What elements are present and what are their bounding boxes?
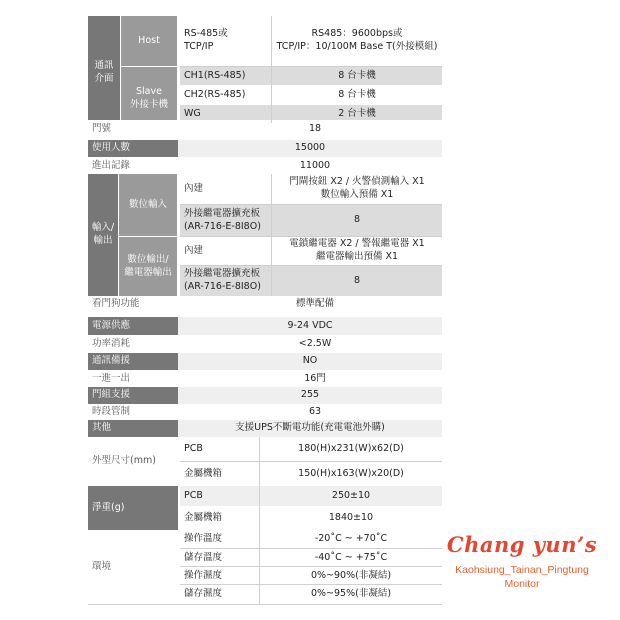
watermark-line2: Monitor xyxy=(504,578,540,590)
users-label: 使用人數 xyxy=(88,140,178,157)
wt-pcb-value: 250±10 xyxy=(260,486,442,506)
users-value: 15000 xyxy=(178,140,442,157)
other-label: 其他 xyxy=(88,420,178,437)
env-st-temp-value: -40˚C ~ +75˚C xyxy=(260,549,442,567)
environment-label: 環境 xyxy=(88,530,178,605)
comm-ch1-name: CH1(RS-485) xyxy=(180,67,272,85)
doors-label: 門號 xyxy=(88,120,188,138)
io-in-builtin-label: 內建 xyxy=(180,174,272,204)
comm-host-spec: RS485：9600bps或 TCP/IP：10/100M Base T(外接模組) xyxy=(272,16,442,66)
other-value: 支援UPS不斷電功能(充電電池外購) xyxy=(178,420,442,437)
io-label: 輸入/ 輸出 xyxy=(88,174,118,296)
io-out-ext-label: 外接繼電器擴充板 (AR-716-E-8I8O) xyxy=(180,266,272,296)
divider xyxy=(180,584,442,585)
env-op-hum-name: 操作濕度 xyxy=(180,567,260,585)
divider xyxy=(271,16,272,123)
dimensions-label: 外型尺寸(mm) xyxy=(88,437,178,485)
divider xyxy=(180,204,442,205)
time-zone-value: 63 xyxy=(188,404,442,420)
comm-host-label: Host xyxy=(121,16,177,66)
dim-case-value: 150(H)x163(W)x20(D) xyxy=(260,462,442,486)
io-in-ext-value: 8 xyxy=(272,205,442,236)
divider xyxy=(180,265,442,266)
comm-wg-value: 2 台卡機 xyxy=(272,105,442,123)
io-out-builtin-value: 電鎖繼電器 X2 / 警報繼電器 X1 繼電器輸出預備 X1 xyxy=(272,237,442,265)
watermark-line1: Kaohsiung_Tainan_Pingtung xyxy=(455,564,589,576)
divider xyxy=(180,66,442,67)
weight-label: 淨重(g) xyxy=(88,486,178,530)
door-group-label: 門組支援 xyxy=(88,387,178,404)
one-in-out-label: 一進一出 xyxy=(88,371,188,388)
records-label: 進出記錄 xyxy=(88,158,188,174)
consumption-label: 功率消耗 xyxy=(88,336,188,353)
watchdog-label: 看門狗功能 xyxy=(88,296,188,313)
comm-backup-value: NO xyxy=(178,353,442,370)
watermark-brand: Chang yun’s xyxy=(446,532,598,557)
io-in-builtin-value: 門閘按鈕 X2 / 火警偵測輸入 X1 數位輸入預備 X1 xyxy=(272,174,442,204)
dim-pcb-value: 180(H)x231(W)x62(D) xyxy=(260,437,442,461)
env-op-temp-name: 操作溫度 xyxy=(180,530,260,549)
records-value: 11000 xyxy=(188,158,442,174)
comm-wg-name: WG xyxy=(180,105,272,123)
io-in-ext-label: 外接繼電器擴充板 (AR-716-E-8I8O) xyxy=(180,205,272,236)
divider xyxy=(180,461,442,462)
wt-case-name: 金屬機箱 xyxy=(180,507,260,530)
wt-pcb-name: PCB xyxy=(180,486,260,506)
env-st-temp-name: 儲存溫度 xyxy=(180,549,260,567)
comm-host-type: RS-485或 TCP/IP xyxy=(180,16,272,66)
comm-slave-label: Slave 外接卡機 xyxy=(121,67,177,130)
divider xyxy=(271,174,272,296)
dim-pcb-name: PCB xyxy=(180,437,260,461)
watermark xyxy=(432,532,612,604)
wt-case-value: 1840±10 xyxy=(260,507,442,530)
divider xyxy=(180,236,442,237)
io-out-builtin-label: 內建 xyxy=(180,237,272,265)
time-zone-label: 時段管制 xyxy=(88,404,188,420)
io-digital-in-label: 數位輸入 xyxy=(119,174,177,236)
power-label: 電源供應 xyxy=(88,317,178,335)
consumption-value: <2.5W xyxy=(188,336,442,353)
env-st-hum-name: 儲存濕度 xyxy=(180,585,260,604)
comm-label: 通訊 介面 xyxy=(88,16,120,130)
door-group-value: 255 xyxy=(178,387,442,404)
divider xyxy=(259,437,260,604)
power-value: 9-24 VDC xyxy=(178,317,442,335)
comm-ch2-name: CH2(RS-485) xyxy=(180,86,272,104)
one-in-out-value: 16門 xyxy=(188,371,442,388)
io-out-ext-value: 8 xyxy=(272,266,442,296)
doors-value: 18 xyxy=(188,120,442,138)
env-op-temp-value: -20˚C ~ +70˚C xyxy=(260,530,442,549)
comm-backup-label: 通訊備援 xyxy=(88,353,178,370)
comm-ch1-value: 8 台卡機 xyxy=(272,67,442,85)
comm-ch2-value: 8 台卡機 xyxy=(272,86,442,104)
watchdog-value: 標準配備 xyxy=(188,296,442,313)
divider xyxy=(88,604,442,605)
divider xyxy=(180,548,442,549)
env-op-hum-value: 0%~90%(非凝結) xyxy=(260,567,442,585)
divider xyxy=(180,566,442,567)
dim-case-name: 金屬機箱 xyxy=(180,462,260,486)
env-st-hum-value: 0%~95%(非凝結) xyxy=(260,585,442,604)
io-digital-out-label: 數位輸出/ 繼電器輸出 xyxy=(119,237,177,296)
